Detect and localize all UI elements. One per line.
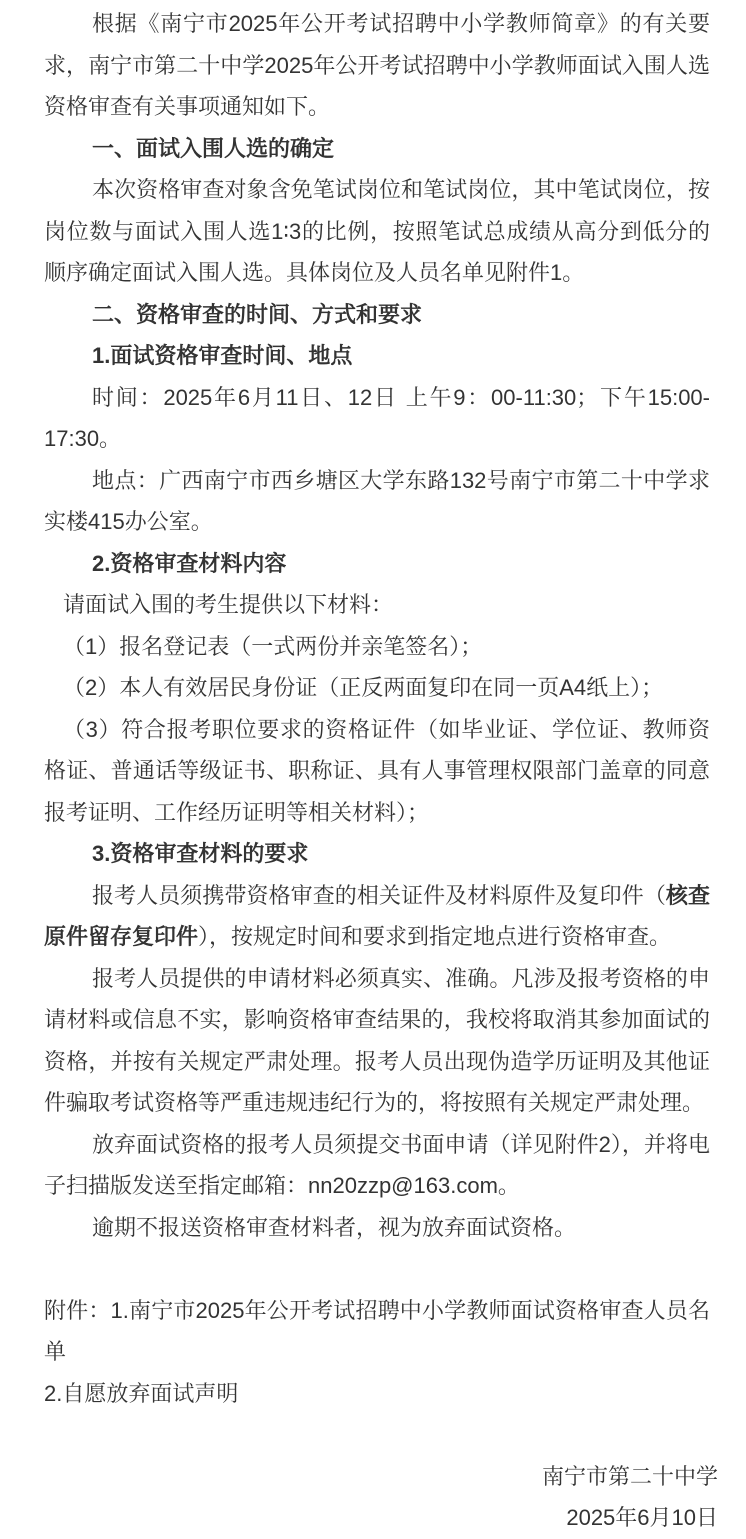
overdue-paragraph: 逾期不报送资格审查材料者，视为放弃面试资格。 (92, 1214, 577, 1240)
requirement-text-bold: 核查原件留存复印件 (44, 882, 710, 949)
material-item-2: （2）本人有效居民身份证（正反两面复印在同一页A4纸上）； (63, 675, 664, 700)
signature-org: 南宁市第二十中学 (541, 1463, 718, 1489)
section-1-heading: 一、面试入围人选的确定 (92, 135, 335, 161)
truthfulness-paragraph: 报考人员提供的申请材料必须真实、准确。凡涉及报考资格的申请材料或信息不实，影响资格审查结果的，我校将取消其参加面试的资格，并按有关规定严肃处理。报考人员出现伪造学历证明及其他证件骗取考试资格等严重违规违纪行为的，将按照有关规定严肃处理。 (44, 965, 710, 1115)
spacer (44, 1248, 710, 1290)
place-line: 地点：广西南宁市西乡塘区大学东路132号南宁市第二十中学求实楼415办公室。 (44, 467, 710, 534)
signature-date: 2025年6月10日 (566, 1505, 718, 1530)
subsection-2-heading: 2.资格审查材料内容 (92, 550, 287, 576)
attachment-line-2: 2.自愿放弃面试声明 (44, 1380, 239, 1406)
giveup-paragraph: 放弃面试资格的报考人员须提交书面申请（详见附件2），并将电子扫描版发送至指定邮箱：nn20zzp@163.com。 (44, 1131, 710, 1198)
requirement-text-pre: 报考人员须携带资格审查的相关证件及材料原件及复印件（ (92, 882, 666, 908)
intro-paragraph: 根据《南宁市2025年公开考试招聘中小学教师简章》的有关要求，南宁市第二十中学2025年公开考试招聘中小学教师面试入围人选资格审查有关事项通知如下。 (44, 11, 710, 119)
time-line: 时间：2025年6月11日、12日 上午9：00-11:30；下午15:00-17:30。 (44, 384, 710, 451)
section-1-paragraph: 本次资格审查对象含免笔试岗位和笔试岗位，其中笔试岗位，按岗位数与面试入围人选1∶3的比例，按照笔试总成绩从高分到低分的顺序确定面试入围人选。具体岗位及人员名单见附件1。 (44, 177, 710, 285)
materials-intro-line: 请面试入围的考生提供以下材料： (63, 592, 394, 617)
spacer (44, 1414, 710, 1456)
material-item-3: （3）符合报考职位要求的资格证件（如毕业证、学位证、教师资格证、普通话等级证书、职称证、具有人事管理权限部门盖章的同意报考证明、工作经历证明等相关材料）； (44, 716, 710, 825)
requirement-paragraph (44, 875, 710, 958)
subsection-1-heading: 1.面试资格审查时间、地点 (92, 343, 353, 368)
section-2-heading: 二、资格审查的时间、方式和要求 (92, 301, 423, 327)
subsection-3-heading: 3.资格审查材料的要求 (92, 841, 309, 866)
attachment-line-1: 附件：1.南宁市2025年公开考试招聘中小学教师面试资格审查人员名单 (44, 1297, 710, 1364)
requirement-text-post: ），按规定时间和要求到指定地点进行资格审查。 (198, 924, 672, 949)
material-item-1: （1）报名登记表（一式两份并亲笔签名）； (63, 633, 483, 659)
